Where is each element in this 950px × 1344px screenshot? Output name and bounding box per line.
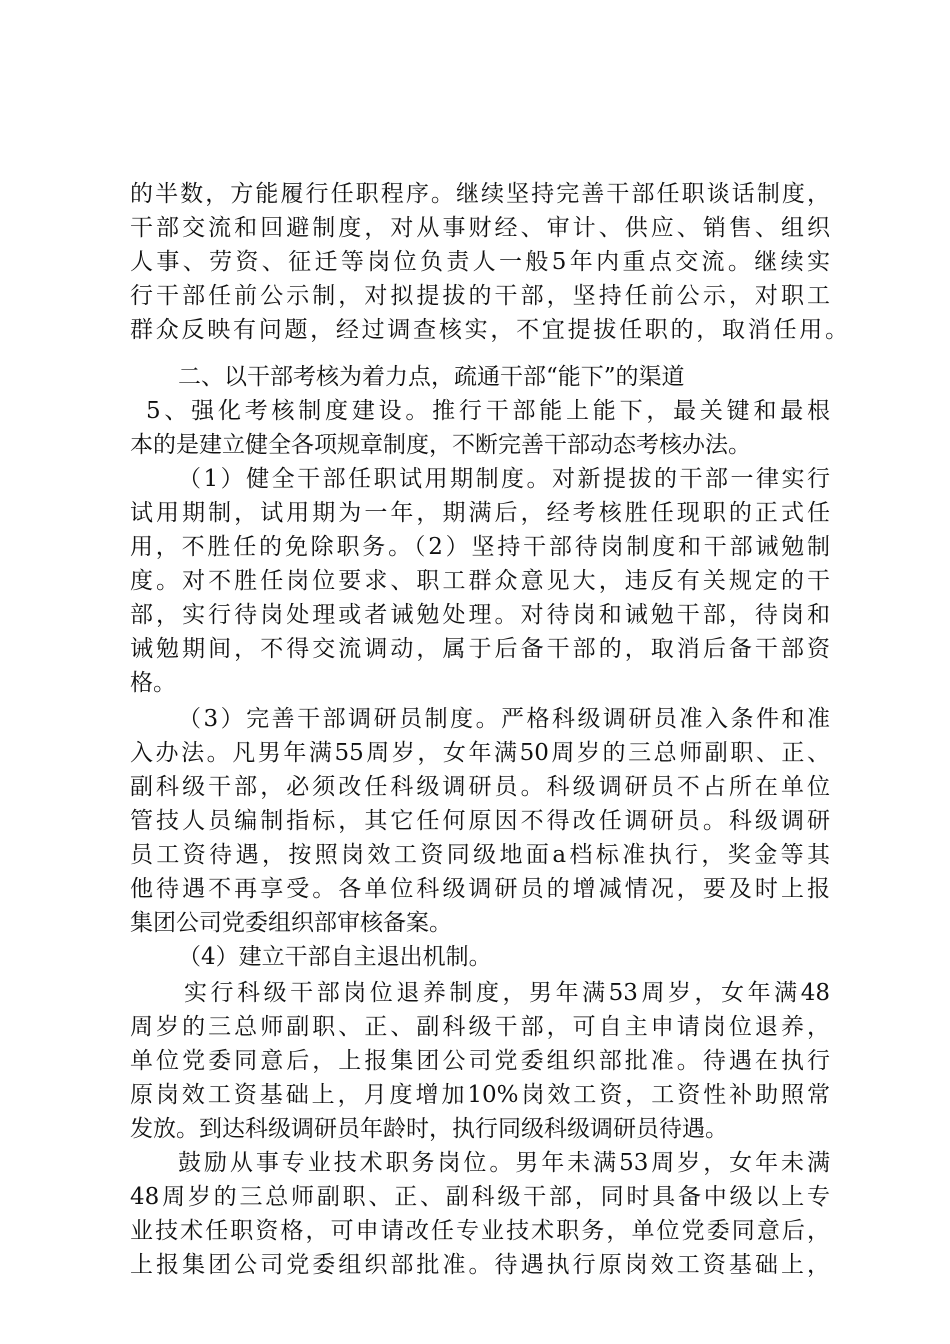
text-line: 员工资待遇，按照岗效工资同级地面a档标准执行，奖金等其: [130, 842, 830, 868]
text-line: 副科级干部，必须改任科级调研员。科级调研员不占所在单位: [130, 774, 830, 800]
text-line: 部，实行待岗处理或者诫勉处理。对待岗和诫勉干部，待岗和: [130, 602, 830, 628]
text-line: 48周岁的三总师副职、正、副科级干部，同时具备中级以上专: [130, 1184, 830, 1210]
text-line: 试用期制，试用期为一年，期满后，经考核胜任现职的正式任: [130, 500, 830, 526]
text-line: 度。对不胜任岗位要求、职工群众意见大，违反有关规定的干: [130, 568, 830, 594]
text-line: 原岗效工资基础上，月度增加10%岗效工资，工资性补助照常: [130, 1082, 830, 1108]
text-line: 鼓励从事专业技术职务岗位。男年未满53周岁，女年未满: [178, 1150, 830, 1176]
text-line: 集团公司党委组织部审核备案。: [130, 910, 452, 936]
text-line: （1）健全干部任职试用期制度。对新提拔的干部一律实行: [178, 466, 830, 492]
text-line: 上报集团公司党委组织部批准。待遇执行原岗效工资基础上，: [130, 1252, 830, 1278]
text-line: 单位党委同意后，上报集团公司党委组织部批准。待遇在执行: [130, 1048, 830, 1074]
text-line: 5、强化考核制度建设。推行干部能上能下，最关键和最根: [146, 398, 830, 424]
text-line: 管技人员编制指标，其它任何原因不得改任调研员。科级调研: [130, 808, 830, 834]
text-line: 用，不胜任的免除职务。（2）坚持干部待岗制度和干部诫勉制: [130, 534, 830, 560]
text-line: 干部交流和回避制度，对从事财经、审计、供应、销售、组织: [130, 215, 830, 241]
section-heading: 二、以干部考核为着力点，疏通干部“能下”的渠道: [178, 364, 685, 390]
text-line: 格。: [130, 670, 176, 696]
text-line: 发放。到达科级调研员年龄时，执行同级科级调研员待遇。: [130, 1116, 728, 1142]
text-line: 的半数，方能履行任职程序。继续坚持完善干部任职谈话制度，: [130, 181, 830, 207]
text-line: 入办法。凡男年满55周岁，女年满50周岁的三总师副职、正、: [130, 740, 830, 766]
text-line: 周岁的三总师副职、正、副科级干部，可自主申请岗位退养，: [130, 1014, 830, 1040]
text-line: 行干部任前公示制，对拟提拔的干部，坚持任前公示，对职工: [130, 283, 830, 309]
text-line: （3）完善干部调研员制度。严格科级调研员准入条件和准: [178, 706, 830, 732]
text-line: 他待遇不再享受。各单位科级调研员的增减情况，要及时上报: [130, 876, 830, 902]
text-line: 本的是建立健全各项规章制度，不断完善干部动态考核办法。: [130, 432, 751, 458]
text-line: 人事、劳资、征迁等岗位负责人一般5年内重点交流。继续实: [130, 249, 830, 275]
text-line: 实行科级干部岗位退养制度，男年满53周岁，女年满48: [184, 980, 830, 1006]
text-line: 业技术任职资格，可申请改任专业技术职务，单位党委同意后，: [130, 1218, 830, 1244]
text-line: （4）建立干部自主退出机制。: [178, 944, 492, 970]
text-line: 群众反映有问题，经过调查核实，不宜提拔任职的，取消任用。: [130, 317, 848, 343]
text-line: 诫勉期间，不得交流调动，属于后备干部的，取消后备干部资: [130, 636, 830, 662]
